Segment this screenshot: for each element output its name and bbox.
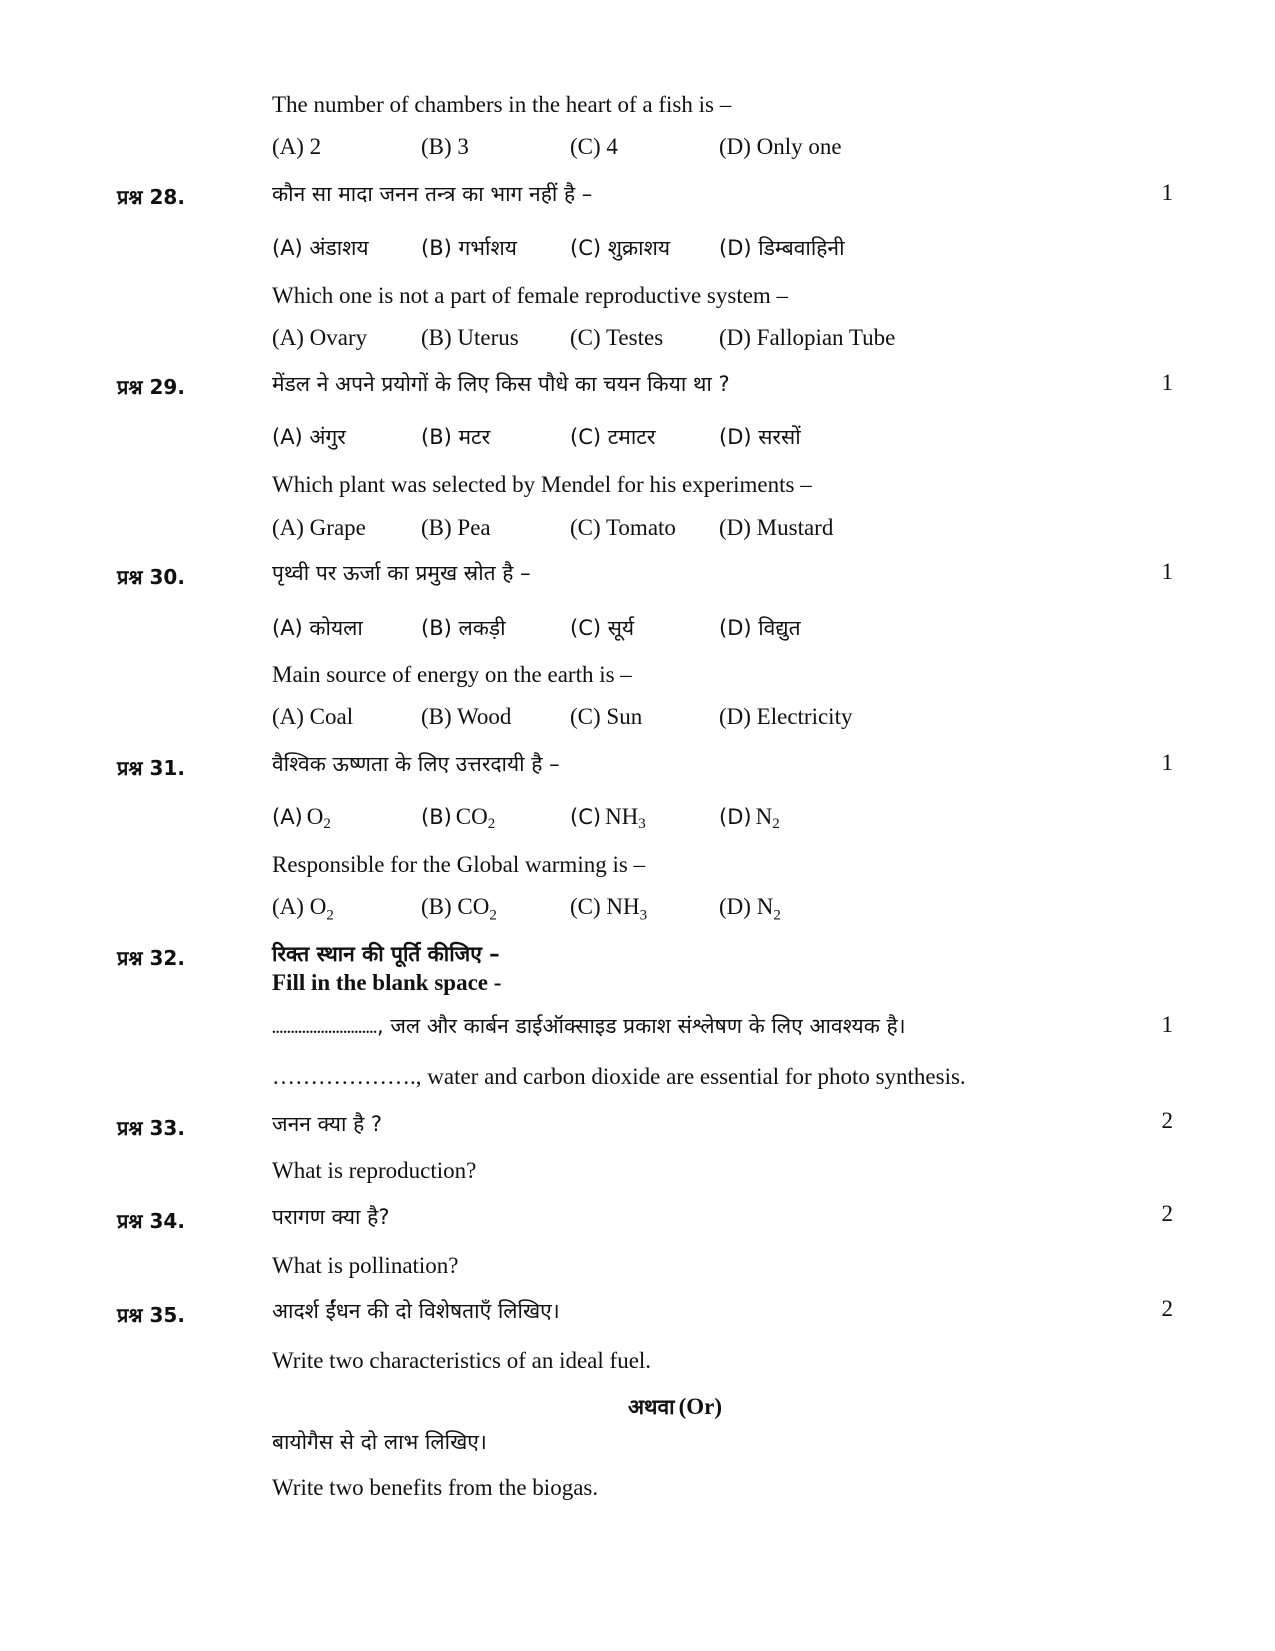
q35-english-stem: Write two characteristics of an ideal fuel. <box>272 1348 652 1373</box>
or-divider <box>0 1393 1275 1421</box>
q27-option-b: (B) 3 <box>421 134 469 159</box>
q28-en-option-a: (A) Ovary <box>272 325 368 350</box>
q29-hi-option-b: (B) मटर <box>421 425 491 449</box>
q28-hi-option-a: (A) अंडाशय <box>272 236 369 260</box>
q31-en-option-d: (D) $N_2$ <box>719 894 781 924</box>
q29-hi-option-d: (D) सरसों <box>719 425 801 449</box>
q31-english-stem: Responsible for the Global warming is – <box>272 852 646 877</box>
q30-number: प्रश्न 30. <box>117 565 185 589</box>
q31-marks: 1 <box>1161 750 1173 775</box>
q29-en-option-a: (A) Grape <box>272 515 366 540</box>
q35-hindi-stem: आदर्श ईंधन की दो विशेषताएँ लिखिए। <box>272 1299 560 1323</box>
q30-english-stem: Main source of energy on the earth is – <box>272 662 632 687</box>
or-hindi: अथवा <box>628 1395 675 1419</box>
q32-number: प्रश्न 32. <box>117 946 185 970</box>
q31-en-option-b: (B) $CO_2$ <box>421 894 497 924</box>
q29-hindi-stem: मेंडल ने अपने प्रयोगों के लिए किस पौधे का चयन किया था ? <box>272 372 730 396</box>
q35-number: प्रश्न 35. <box>117 1303 185 1327</box>
q32-hindi-sentence <box>272 1012 906 1040</box>
q28-hi-option-d: (D) डिम्बवाहिनी <box>719 236 845 260</box>
q29-marks: 1 <box>1161 370 1173 395</box>
q28-number: प्रश्न 28. <box>117 185 185 209</box>
q32-hindi-blank: ............................ <box>272 1021 377 1037</box>
q33-hindi-stem: जनन क्या है ? <box>272 1112 383 1136</box>
q34-english-stem: What is pollination? <box>272 1253 459 1278</box>
q30-hi-option-a: (A) कोयला <box>272 616 363 640</box>
q28-hindi-stem: कौन सा मादा जनन तन्त्र का भाग नहीं है – <box>272 182 593 206</box>
q29-hi-option-a: (A) अंगुर <box>272 425 346 449</box>
q35-alternate-english: Write two benefits from the biogas. <box>272 1475 599 1500</box>
q28-en-option-d: (D) Fallopian Tube <box>719 325 896 350</box>
q34-hindi-stem: परागण क्या है? <box>272 1205 390 1229</box>
q30-hi-option-d: (D) विद्युत <box>719 616 801 640</box>
q32-hindi-heading: रिक्त स्थान की पूर्ति कीजिए – <box>272 942 500 966</box>
q28-hi-option-b: (B) गर्भाशय <box>421 236 517 260</box>
q34-number: प्रश्न 34. <box>117 1209 185 1233</box>
q32-marks: 1 <box>1161 1012 1173 1037</box>
q31-hi-option-c: (C) $NH_3$ <box>570 804 646 833</box>
q31-number: प्रश्न 31. <box>117 756 185 780</box>
q35-alternate-hindi: बायोगैस से दो लाभ लिखिए। <box>272 1430 487 1454</box>
q31-hi-option-d: (D) $N_2$ <box>719 804 780 833</box>
q30-hi-option-b: (B) लकड़ी <box>421 616 506 640</box>
q31-en-option-a: (A) $O_2$ <box>272 894 334 924</box>
q33-number: प्रश्न 33. <box>117 1116 185 1140</box>
q29-en-option-d: (D) Mustard <box>719 515 834 540</box>
q28-marks: 1 <box>1161 180 1173 205</box>
q30-marks: 1 <box>1161 559 1173 584</box>
q29-en-option-b: (B) Pea <box>421 515 491 540</box>
q35-marks: 2 <box>1161 1296 1173 1321</box>
q27-option-d: (D) Only one <box>719 134 842 159</box>
or-english: (Or) <box>678 1394 722 1419</box>
q29-en-option-c: (C) Tomato <box>570 515 676 540</box>
q30-en-option-d: (D) Electricity <box>719 704 853 729</box>
q30-hi-option-c: (C) सूर्य <box>570 616 635 640</box>
q30-en-option-c: (C) Sun <box>570 704 643 729</box>
q27-english-stem: The number of chambers in the heart of a fish is – <box>272 92 732 117</box>
q28-hi-option-c: (C) शुक्राशय <box>570 236 671 260</box>
q32-english-heading: Fill in the blank space - <box>272 970 502 995</box>
q32-hindi-text: , जल और कार्बन डाईऑक्साइड प्रकाश संश्लेषण के लिए आवश्यक है। <box>377 1014 906 1038</box>
q34-marks: 2 <box>1161 1201 1173 1226</box>
q31-hindi-stem: वैश्विक ऊष्णता के लिए उत्तरदायी है – <box>272 752 560 776</box>
q29-number: प्रश्न 29. <box>117 375 185 399</box>
q31-hi-option-a: (A) $O_2$ <box>272 804 331 833</box>
q28-english-stem: Which one is not a part of female reproductive system – <box>272 283 789 308</box>
q30-en-option-a: (A) Coal <box>272 704 354 729</box>
q33-marks: 2 <box>1161 1108 1173 1133</box>
q29-hi-option-c: (C) टमाटर <box>570 425 656 449</box>
q30-en-option-b: (B) Wood <box>421 704 512 729</box>
q30-hindi-stem: पृथ्वी पर ऊर्जा का प्रमुख स्रोत है – <box>272 561 531 585</box>
q27-option-a: (A) 2 <box>272 134 322 159</box>
q32-english-sentence: ………………., water and carbon dioxide are essential for photo synthesis. <box>272 1064 966 1089</box>
q31-en-option-c: (C) $NH_3$ <box>570 894 648 924</box>
q29-english-stem: Which plant was selected by Mendel for his experiments – <box>272 472 812 497</box>
q27-option-c: (C) 4 <box>570 134 618 159</box>
q33-english-stem: What is reproduction? <box>272 1158 477 1183</box>
q31-hi-option-b: (B) $CO_2$ <box>421 804 496 833</box>
q28-en-option-c: (C) Testes <box>570 325 664 350</box>
q28-en-option-b: (B) Uterus <box>421 325 519 350</box>
